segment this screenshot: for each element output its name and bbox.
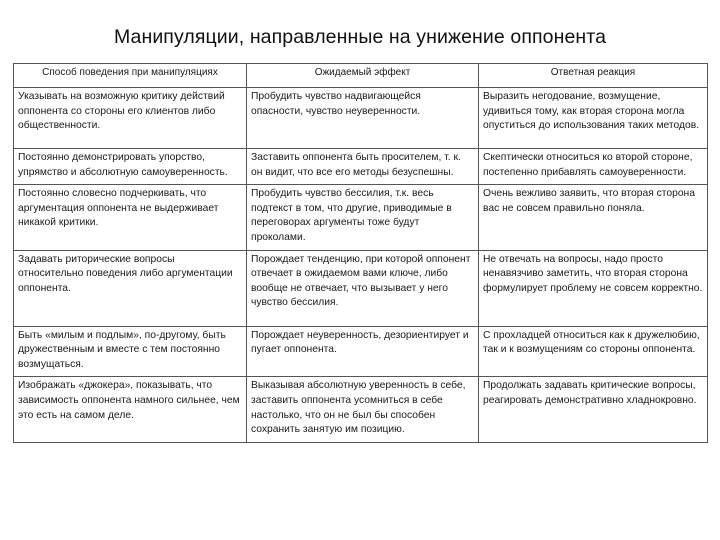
table-row — [14, 149, 708, 185]
header-response: Ответная реакция — [479, 64, 708, 88]
table-row — [14, 88, 708, 149]
cell-response: С прохладцей относиться как к дружелюбию, так и к возмущениям со стороны оппонента. — [479, 326, 708, 377]
cell-response: Продолжать задавать критические вопросы, реагировать демонстративно хладнокровно. — [479, 377, 708, 443]
table-row — [14, 377, 708, 443]
table-row — [14, 250, 708, 326]
table-row — [14, 326, 708, 377]
cell-effect: Пробудить чувство надвигающейся опасности, чувство неуверенности. — [247, 88, 479, 149]
cell-response: Скептически относиться ко второй стороне, постепенно прибавлять самоуверенности. — [479, 149, 708, 185]
table-header-row — [14, 64, 708, 88]
cell-behavior: Постоянно демонстрировать упорство, упрямство и абсолютную самоуверенность. — [14, 149, 247, 185]
cell-behavior: Быть «милым и подлым», по-другому, быть дружественным и вместе с тем постоянно возмущаться. — [14, 326, 247, 377]
cell-behavior: Постоянно словесно подчеркивать, что аргументация оппонента не выдерживает никакой критики. — [14, 185, 247, 250]
cell-effect: Заставить оппонента быть просителем, т. к. он видит, что все его методы безуспешны. — [247, 149, 479, 185]
cell-effect: Порождает неуверенность, дезориентирует и пугает оппонента. — [247, 326, 479, 377]
header-behavior: Способ поведения при манипуляциях — [14, 64, 247, 88]
cell-response: Выразить негодование, возмущение, удивиться тому, как вторая сторона могла опуститься до использования таких методов. — [479, 88, 708, 149]
cell-behavior: Указывать на возможную критику действий оппонента со стороны его клиентов либо общественности. — [14, 88, 247, 149]
cell-response: Очень вежливо заявить, что вторая сторона вас не совсем правильно поняла. — [479, 185, 708, 250]
cell-effect: Пробудить чувство бессилия, т.к. весь подтекст в том, что другие, приводимые в переговорах аргументы тоже будут проколами. — [247, 185, 479, 250]
page-title: Манипуляции, направленные на унижение оппонента — [113, 26, 607, 48]
cell-effect: Выказывая абсолютную уверенность в себе, заставить оппонента усомниться в себе настолько, что он не был бы способен сохранить занятую им позицию. — [247, 377, 479, 443]
cell-response: Не отвечать на вопросы, надо просто ненавязчиво заметить, что вторая сторона формулирует проблему не совсем корректно. — [479, 250, 708, 326]
cell-behavior: Задавать риторические вопросы относительно поведения либо аргументации оппонента. — [14, 250, 247, 326]
table-row — [14, 185, 708, 250]
cell-behavior: Изображать «джокера», показывать, что зависимость оппонента намного сильнее, чем это есть на самом деле. — [14, 377, 247, 443]
header-effect: Ожидаемый эффект — [247, 64, 479, 88]
manipulation-table — [13, 63, 708, 443]
cell-effect: Порождает тенденцию, при которой оппонент отвечает в ожидаемом вами ключе, либо вообще не отвечает, что вызывает у него чувство бессилия. — [247, 250, 479, 326]
